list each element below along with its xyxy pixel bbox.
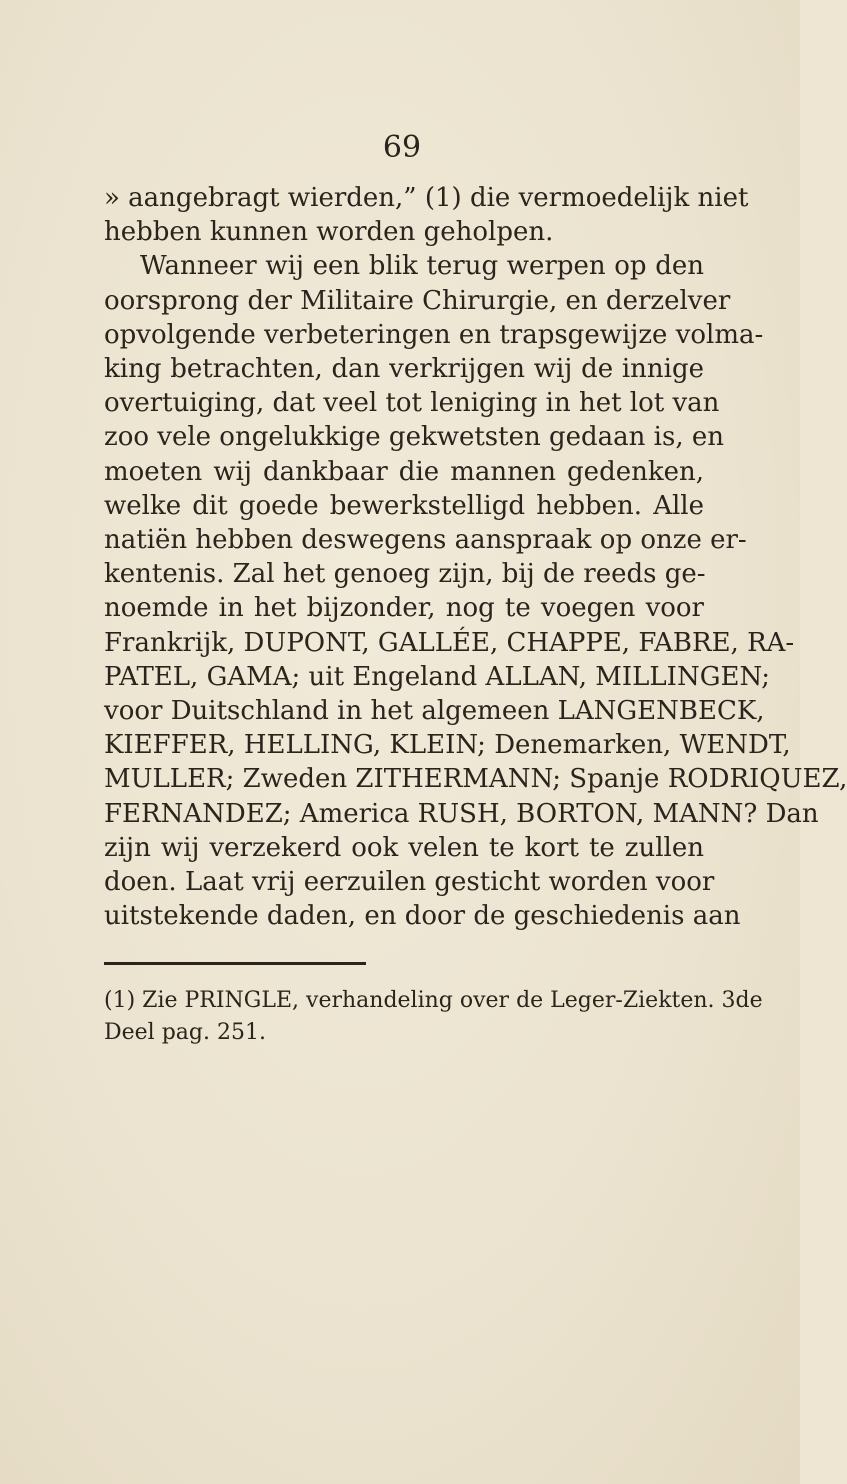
footnote-line: Deel pag. 251. bbox=[104, 1020, 266, 1045]
footnote-line: (1) Zie PRINGLE, verhandeling over de Leger-Ziekten. 3de bbox=[104, 988, 763, 1013]
text-line: KIEFFER, HELLING, KLEIN; Denemarken, WENDT, bbox=[104, 730, 791, 760]
text-line: kentenis. Zal het genoeg zijn, bij de reeds ge- bbox=[104, 559, 706, 589]
text-line: welke dit goede bewerkstelligd hebben. Alle bbox=[104, 491, 704, 521]
text-line: natiën hebben deswegens aanspraak op onze er- bbox=[104, 525, 747, 555]
text-line: zijn wij verzekerd ook velen te kort te zullen bbox=[104, 833, 704, 863]
text-line: MULLER; Zweden ZITHERMANN; Spanje RODRIQUEZ, bbox=[104, 764, 847, 794]
text-line: Frankrijk, DUPONT, GALLÉE, CHAPPE, FABRE, RA- bbox=[104, 628, 795, 658]
text-line: hebben kunnen worden geholpen. bbox=[104, 217, 554, 247]
footnote-separator bbox=[104, 962, 366, 965]
text-line: voor Duitschland in het algemeen LANGENBECK, bbox=[104, 696, 765, 726]
text-line: » aangebragt wierden,” (1) die vermoedelijk niet bbox=[104, 183, 749, 213]
text-line: moeten wij dankbaar die mannen gedenken, bbox=[104, 457, 704, 487]
text-line: overtuiging, dat veel tot leniging in het lot van bbox=[104, 388, 720, 418]
text-line: PATEL, GAMA; uit Engeland ALLAN, MILLINGEN; bbox=[104, 662, 771, 692]
text-line: doen. Laat vrij eerzuilen gesticht worden voor bbox=[104, 867, 715, 897]
text-line: opvolgende verbeteringen en trapsgewijze volma- bbox=[104, 320, 764, 350]
text-line: oorsprong der Militaire Chirurgie, en derzelver bbox=[104, 286, 731, 316]
text-line: zoo vele ongelukkige gekwetsten gedaan is, en bbox=[104, 422, 724, 452]
text-line: king betrachten, dan verkrijgen wij de innige bbox=[104, 354, 704, 384]
text-line: Wanneer wij een blik terug werpen op den bbox=[140, 251, 704, 281]
text-line: noemde in het bijzonder, nog te voegen voor bbox=[104, 593, 704, 623]
page-number: 69 bbox=[382, 130, 422, 165]
text-line: uitstekende daden, en door de geschiedenis aan bbox=[104, 901, 741, 931]
text-line: FERNANDEZ; America RUSH, BORTON, MANN? Dan bbox=[104, 799, 819, 829]
